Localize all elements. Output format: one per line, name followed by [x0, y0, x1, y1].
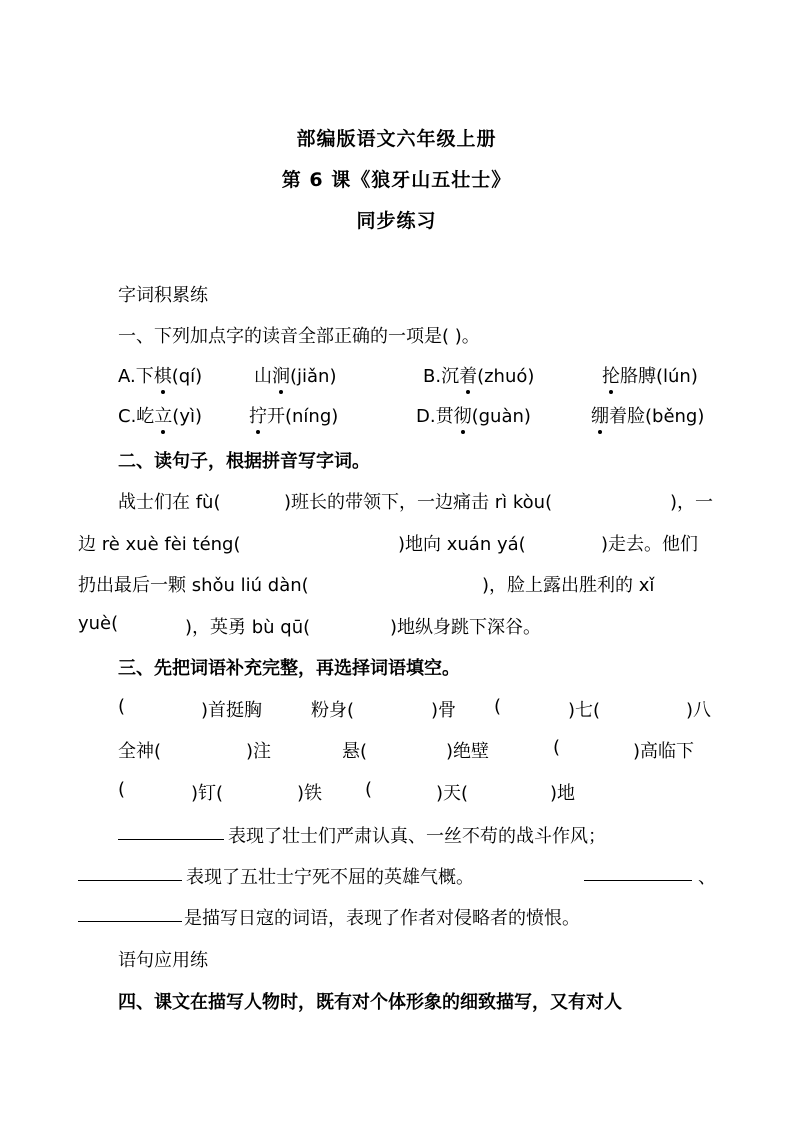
option-d-word2: 绷着脸(běng): [591, 402, 704, 428]
fill-line-2: 表现了五壮士宁死不屈的英雄气概。 、: [78, 863, 718, 887]
exercise-title: 同步练习: [356, 210, 437, 232]
q2-line-2: 边 rè xuè fèi téng( )地向 xuán yá( )走去。他们: [78, 534, 699, 555]
answer-blank[interactable]: [584, 863, 692, 881]
option-b: B.沉着(zhuó): [423, 362, 534, 388]
answer-blank[interactable]: [118, 822, 224, 840]
option-c: C.屹立(yì): [118, 402, 202, 428]
option-c-word2: 拧开(níng): [249, 402, 338, 428]
q2-line-3: 扔出最后一颗 shǒu liú dàn( )，脸上露出胜利的 xǐ: [78, 575, 655, 596]
option-a: A.下棋(qí): [118, 362, 202, 388]
q2-line-4: yuè( )，英勇 bù qū( )地纵身跳下深谷。: [78, 613, 542, 638]
q2-line-1: 战士们在 fù( )班长的带领下，一边痛击 rì kòu( )，一: [118, 492, 714, 513]
section-heading-2: 语句应用练: [118, 950, 208, 971]
option-row-ab: [118, 362, 718, 386]
option-a-word2: 山涧(jiǎn): [254, 362, 337, 388]
question-2-stem: 二、读句子，根据拼音写字词。: [118, 451, 370, 472]
option-d: D.贯彻(guàn): [416, 402, 531, 428]
fill-line-3: 是描写日寇的词语，表现了作者对侵略者的愤恨。: [78, 904, 718, 928]
doc-title: 部编版语文六年级上册: [296, 128, 497, 150]
option-b-word2: 抡胳膊(lún): [602, 362, 698, 388]
lesson-title: 第 6 课《狼牙山五壮士》: [281, 169, 512, 191]
idiom-row-2: 全神( )注 悬( )绝壁 ( )高临下: [118, 737, 695, 762]
option-row-cd: [118, 402, 718, 426]
question-1-stem: 一、下列加点字的读音全部正确的一项是( )。: [118, 326, 480, 347]
idiom-row-3: ( )钉( )铁 ( )天( )地: [118, 779, 576, 804]
question-3-stem: 三、先把词语补充完整，再选择词语填空。: [118, 658, 460, 679]
answer-blank[interactable]: [78, 863, 182, 881]
answer-blank[interactable]: [78, 904, 182, 922]
section-heading: 字词积累练: [118, 285, 208, 306]
fill-line-1: 表现了壮士们严肃认真、一丝不苟的战斗作风；: [118, 822, 718, 846]
idiom-row-1: ( )首挺胸 粉身( )骨 ( )七( )八: [118, 696, 712, 721]
question-4-stem: 四、课文在描写人物时，既有对个体形象的细致描写，又有对人: [118, 992, 622, 1013]
